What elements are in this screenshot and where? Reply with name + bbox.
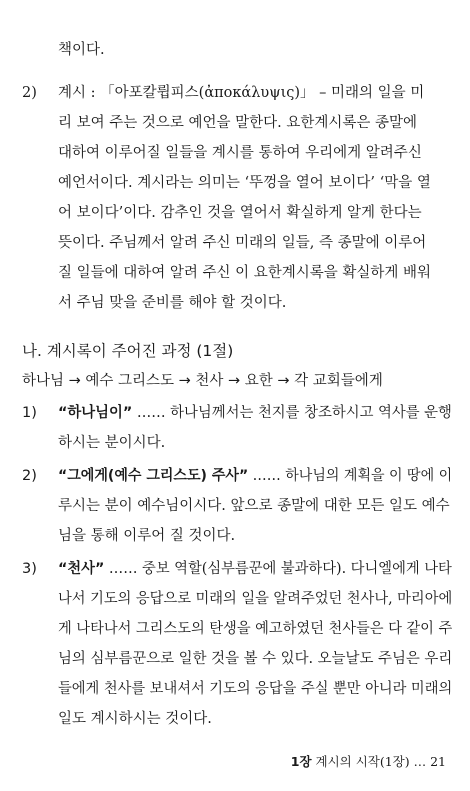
- point-3-term: “천사”: [58, 561, 105, 577]
- point-3-line: 일도 계시하시는 것이다.: [58, 711, 212, 727]
- item-2-line: 리 보여 주는 것으로 예언을 말한다. 요한계시록은 종말에: [58, 115, 418, 131]
- item-2-line: 대하여 이루어질 일들을 계시를 통하여 우리에게 알려주신: [58, 145, 422, 161]
- point-3-line: 나서 기도의 응답으로 미래의 일을 알려주었던 천사나, 마리아에: [58, 591, 453, 607]
- point-2-line: 루시는 분이 예수님이시다. 앞으로 종말에 대한 모든 일도 예수: [58, 498, 450, 514]
- item-2-line: 질 일들에 대하여 알려 주신 이 요한계시록을 확실하게 배워: [58, 265, 432, 281]
- item-2-line: 어 보이다’이다. 감추인 것을 열어서 확실하게 알게 한다는: [58, 205, 422, 221]
- point-1-first-line: [58, 403, 452, 423]
- top-fragment: 책이다.: [58, 42, 105, 58]
- point-1-text: …… 하나님께서는 천지를 창조하시고 역사를 운행: [132, 405, 452, 421]
- point-3-line: 님의 심부름꾼으로 일한 것을 볼 수 있다. 오늘날도 주님은 우리: [58, 651, 453, 667]
- item-2-line: 뜻이다. 주님께서 알려 주신 미래의 일들, 즉 종말에 이루어: [58, 235, 427, 251]
- point-3-text: …… 중보 역할(심부름꾼에 불과하다). 다니엘에게 나타: [104, 561, 452, 577]
- point-2-term: “그에게(예수 그리스도) 주사”: [58, 468, 249, 484]
- footer-chapter: 1장: [290, 754, 312, 769]
- item-2-line: 계시 : 「아포칼륍피스(ἀποκάλυψις)」 – 미래의 일을 미: [58, 85, 425, 101]
- item-2-line: 서 주님 맞을 준비를 해야 할 것이다.: [58, 295, 287, 311]
- point-2-marker: 2): [22, 468, 37, 484]
- point-3-first-line: [58, 559, 452, 579]
- point-1-term: “하나님이”: [58, 405, 133, 421]
- flow-line: 하나님 → 예수 그리스도 → 천사 → 요한 → 각 교회들에게: [22, 373, 383, 389]
- point-3-line: 들에게 천사를 보내셔서 기도의 응답을 주실 뿐만 아니라 미래의: [58, 681, 453, 697]
- point-3-line: 게 나타나서 그리스도의 탄생을 예고하였던 천사들은 다 같이 주: [58, 621, 453, 637]
- point-1-line: 하시는 분이시다.: [58, 435, 166, 451]
- point-2-line: 님을 통해 이루어 질 것이다.: [58, 528, 236, 544]
- point-2-first-line: [58, 466, 452, 486]
- page-footer: [291, 752, 446, 772]
- point-3-marker: 3): [22, 561, 37, 577]
- item-2-line: 예언서이다. 계시라는 의미는 ‘뚜껑을 열어 보이다’ ‘막을 열: [58, 175, 431, 191]
- point-1-marker: 1): [22, 405, 37, 421]
- section-heading: 나. 계시록이 주어진 과정 (1절): [22, 342, 234, 360]
- point-2-text: …… 하나님의 계획을 이 땅에 이: [248, 468, 453, 484]
- item-2-marker: 2): [22, 85, 37, 101]
- footer-title: 계시의 시작(1장) … 21: [311, 754, 446, 769]
